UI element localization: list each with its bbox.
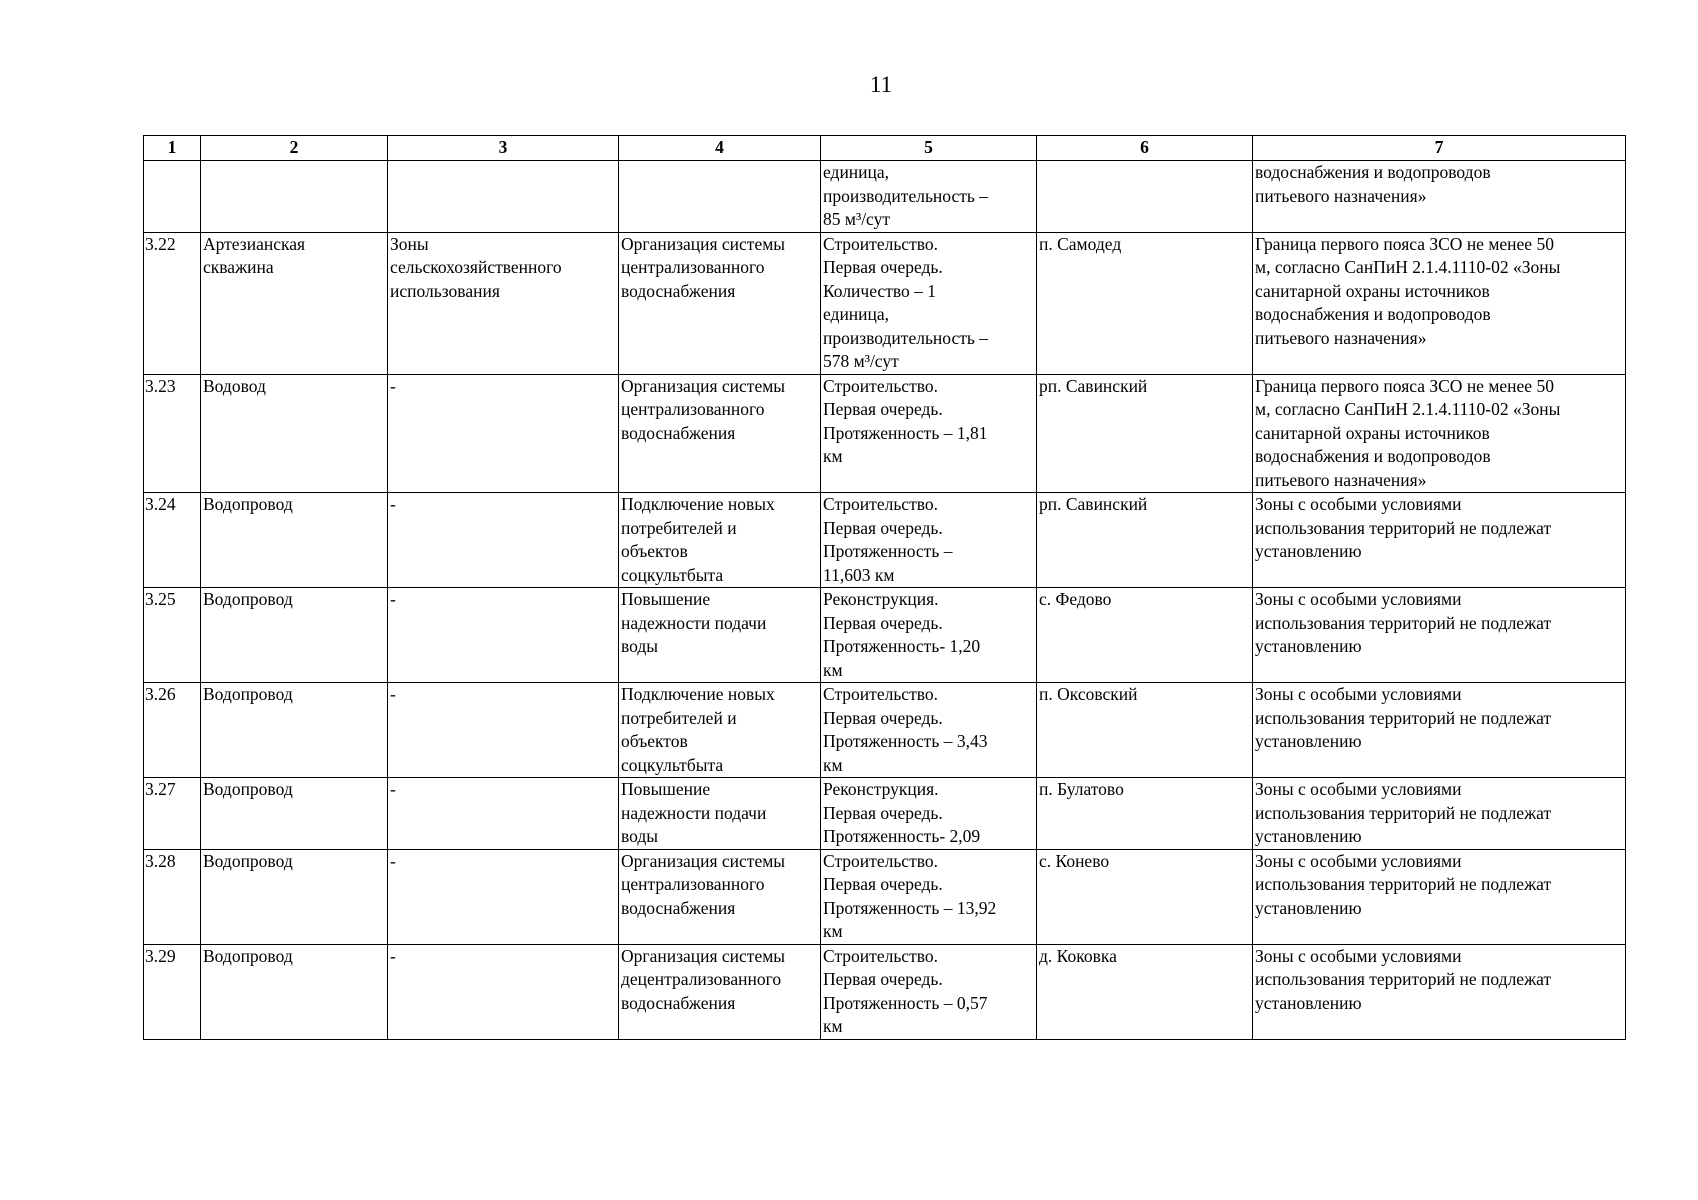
table-body bbox=[144, 161, 1626, 1040]
purpose-cell: Организация системы централизованного водоснабжения bbox=[619, 374, 821, 493]
details-cell: Строительство. Первая очередь. Протяженность – 0,57 км bbox=[821, 944, 1037, 1039]
column-header: 3 bbox=[388, 136, 619, 161]
row-number-cell: 3.29 bbox=[144, 944, 201, 1039]
location-cell: п. Оксовский bbox=[1037, 683, 1253, 778]
column-header: 1 bbox=[144, 136, 201, 161]
restrictions-cell: водоснабжения и водопроводов питьевого назначения» bbox=[1253, 161, 1626, 233]
row-number-cell: 3.25 bbox=[144, 588, 201, 683]
table-row bbox=[144, 944, 1626, 1039]
location-cell: с. Федово bbox=[1037, 588, 1253, 683]
zone-cell: - bbox=[388, 374, 619, 493]
restrictions-cell: Зоны с особыми условиями использования территорий не подлежат установлению bbox=[1253, 588, 1626, 683]
location-cell bbox=[1037, 161, 1253, 233]
details-cell: Реконструкция. Первая очередь. Протяженность- 1,20 км bbox=[821, 588, 1037, 683]
purpose-cell: Организация системы децентрализованного водоснабжения bbox=[619, 944, 821, 1039]
row-number-cell: 3.24 bbox=[144, 493, 201, 588]
header-row bbox=[144, 136, 1626, 161]
row-number-cell: 3.27 bbox=[144, 778, 201, 850]
details-cell: Строительство. Первая очередь. Протяженность – 11,603 км bbox=[821, 493, 1037, 588]
restrictions-cell: Зоны с особыми условиями использования территорий не подлежат установлению bbox=[1253, 849, 1626, 944]
purpose-cell: Организация системы централизованного водоснабжения bbox=[619, 849, 821, 944]
zone-cell: - bbox=[388, 944, 619, 1039]
restrictions-cell: Граница первого пояса ЗСО не менее 50 м, согласно СанПиН 2.1.4.1110-02 «Зоны санитарной охраны источников водоснабжения и водопроводов питьевого назначения» bbox=[1253, 374, 1626, 493]
purpose-cell: Подключение новых потребителей и объектов соцкультбыта bbox=[619, 683, 821, 778]
object-name-cell: Водопровод bbox=[201, 588, 388, 683]
location-cell: д. Коковка bbox=[1037, 944, 1253, 1039]
table-row bbox=[144, 778, 1626, 850]
purpose-cell bbox=[619, 161, 821, 233]
row-number-cell: 3.22 bbox=[144, 232, 201, 374]
restrictions-cell: Зоны с особыми условиями использования территорий не подлежат установлению bbox=[1253, 944, 1626, 1039]
column-header: 5 bbox=[821, 136, 1037, 161]
purpose-cell: Повышение надежности подачи воды bbox=[619, 588, 821, 683]
details-cell: Строительство. Первая очередь. Протяженность – 3,43 км bbox=[821, 683, 1037, 778]
column-header: 6 bbox=[1037, 136, 1253, 161]
zone-cell: - bbox=[388, 849, 619, 944]
object-name-cell: Водопровод bbox=[201, 778, 388, 850]
object-name-cell: Водопровод bbox=[201, 849, 388, 944]
table-row bbox=[144, 232, 1626, 374]
purpose-cell: Организация системы централизованного водоснабжения bbox=[619, 232, 821, 374]
object-name-cell: Водопровод bbox=[201, 683, 388, 778]
object-name-cell: Водопровод bbox=[201, 493, 388, 588]
zone-cell: - bbox=[388, 493, 619, 588]
page-number: 11 bbox=[869, 72, 893, 97]
column-header: 2 bbox=[201, 136, 388, 161]
restrictions-cell: Граница первого пояса ЗСО не менее 50 м, согласно СанПиН 2.1.4.1110-02 «Зоны санитарной охраны источников водоснабжения и водопроводов питьевого назначения» bbox=[1253, 232, 1626, 374]
restrictions-cell: Зоны с особыми условиями использования территорий не подлежат установлению bbox=[1253, 683, 1626, 778]
zone-cell: - bbox=[388, 588, 619, 683]
row-number-cell: 3.28 bbox=[144, 849, 201, 944]
zone-cell: - bbox=[388, 778, 619, 850]
table-row bbox=[144, 588, 1626, 683]
restrictions-cell: Зоны с особыми условиями использования территорий не подлежат установлению bbox=[1253, 778, 1626, 850]
location-cell: рп. Савинский bbox=[1037, 374, 1253, 493]
row-number-cell: 3.23 bbox=[144, 374, 201, 493]
purpose-cell: Повышение надежности подачи воды bbox=[619, 778, 821, 850]
object-name-cell bbox=[201, 161, 388, 233]
details-cell: Реконструкция. Первая очередь. Протяженность- 2,09 bbox=[821, 778, 1037, 850]
zone-cell: - bbox=[388, 683, 619, 778]
zone-cell: Зоны сельскохозяйственного использования bbox=[388, 232, 619, 374]
table-row bbox=[144, 849, 1626, 944]
location-cell: п. Булатово bbox=[1037, 778, 1253, 850]
purpose-cell: Подключение новых потребителей и объектов соцкультбыта bbox=[619, 493, 821, 588]
table-row bbox=[144, 493, 1626, 588]
details-cell: Строительство. Первая очередь. Количество – 1 единица, производительность – 578 м³/сут bbox=[821, 232, 1037, 374]
row-number-cell: 3.26 bbox=[144, 683, 201, 778]
details-cell: единица, производительность – 85 м³/сут bbox=[821, 161, 1037, 233]
zone-cell bbox=[388, 161, 619, 233]
details-cell: Строительство. Первая очередь. Протяженность – 1,81 км bbox=[821, 374, 1037, 493]
column-header: 7 bbox=[1253, 136, 1626, 161]
table-row bbox=[144, 374, 1626, 493]
location-cell: п. Самодед bbox=[1037, 232, 1253, 374]
row-number-cell bbox=[144, 161, 201, 233]
table-row bbox=[144, 683, 1626, 778]
details-cell: Строительство. Первая очередь. Протяженность – 13,92 км bbox=[821, 849, 1037, 944]
facilities-table bbox=[143, 135, 1626, 1040]
object-name-cell: Водопровод bbox=[201, 944, 388, 1039]
object-name-cell: Артезианская скважина bbox=[201, 232, 388, 374]
location-cell: рп. Савинский bbox=[1037, 493, 1253, 588]
object-name-cell: Водовод bbox=[201, 374, 388, 493]
column-header: 4 bbox=[619, 136, 821, 161]
table-row bbox=[144, 161, 1626, 233]
restrictions-cell: Зоны с особыми условиями использования территорий не подлежат установлению bbox=[1253, 493, 1626, 588]
location-cell: с. Конево bbox=[1037, 849, 1253, 944]
